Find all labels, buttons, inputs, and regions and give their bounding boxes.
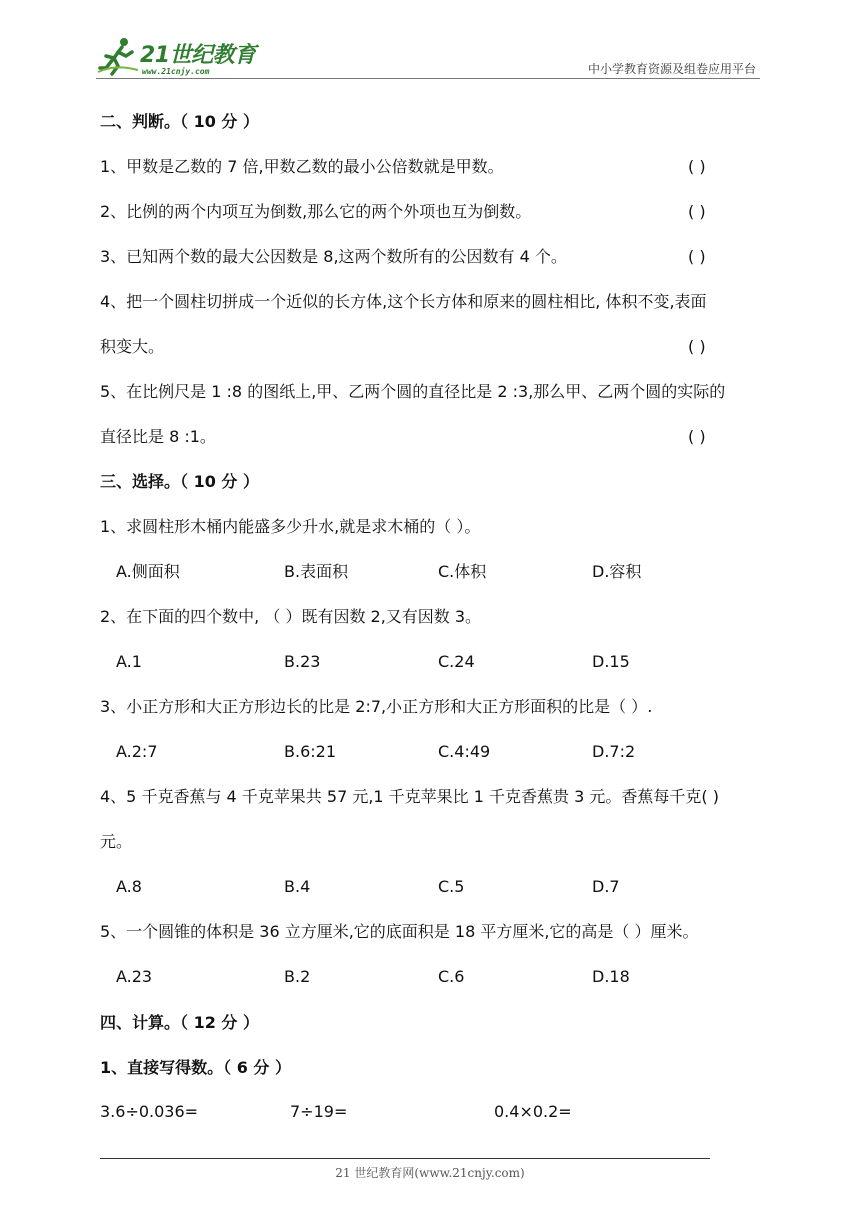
judge-item-4: 4、把一个圆柱切拼成一个近似的长方体,这个长方体和原来的圆柱相比, 体积不变,表面 [100, 292, 707, 311]
choice-question-4-cont: 元。 [100, 832, 133, 851]
logo-url: www.21cnjy.com [142, 67, 210, 76]
choice-option: C.5 [438, 877, 465, 896]
choice-option: D.7:2 [592, 742, 636, 761]
judge-item-4-cont: 积变大。 [100, 337, 165, 356]
choice-question-5: 5、一个圆锥的体积是 36 立方厘米,它的底面积是 18 平方厘米,它的高是（ ）厘米。 [100, 922, 699, 941]
choice-option: A.23 [116, 967, 153, 986]
answer-paren: ( ) [688, 202, 706, 221]
choice-option: A.侧面积 [116, 562, 180, 581]
logo-text: 21世纪教育 [140, 43, 256, 68]
footer-text: 21 世纪教育网(www.21cnjy.com) [335, 1166, 525, 1180]
choice-section-title: 三、选择。（ 10 分 ） [100, 472, 259, 491]
logo [96, 34, 266, 78]
choice-option: A.2:7 [116, 742, 158, 761]
choice-question-3: 3、小正方形和大正方形边长的比是 2:7,小正方形和大正方形面积的比是（ ）. [100, 697, 653, 716]
choice-option: B.表面积 [284, 562, 349, 581]
header-divider [96, 78, 760, 79]
calc-item: 3.6÷0.036= [100, 1102, 199, 1121]
judge-item-1: 1、甲数是乙数的 7 倍,甲数乙数的最小公倍数就是甲数。 [100, 157, 504, 176]
choice-option: A.1 [116, 652, 142, 671]
choice-question-4: 4、5 千克香蕉与 4 千克苹果共 57 元,1 千克苹果比 1 千克香蕉贵 3 元。香蕉每千克( ) [100, 787, 719, 806]
choice-option: D.15 [592, 652, 630, 671]
judge-section-title: 二、判断。（ 10 分 ） [100, 112, 259, 131]
choice-option: B.23 [284, 652, 321, 671]
choice-option: D.18 [592, 967, 630, 986]
judge-item-2: 2、比例的两个内项互为倒数,那么它的两个外项也互为倒数。 [100, 202, 532, 221]
choice-option: B.4 [284, 877, 311, 896]
choice-option: C.4:49 [438, 742, 491, 761]
calc-item: 7÷19= [290, 1102, 348, 1121]
choice-option: A.8 [116, 877, 142, 896]
header-platform-text: 中小学教育资源及组卷应用平台 [587, 62, 756, 76]
choice-option: D.容积 [592, 562, 642, 581]
answer-paren: ( ) [688, 427, 706, 446]
runner-logo-icon [96, 34, 140, 78]
footer-divider [100, 1158, 710, 1159]
choice-option: C.6 [438, 967, 465, 986]
choice-question-2: 2、在下面的四个数中, （ ）既有因数 2,又有因数 3。 [100, 607, 482, 626]
judge-item-5: 5、在比例尺是 1 :8 的图纸上,甲、乙两个圆的直径比是 2 :3,那么甲、乙两个圆的实际的 [100, 382, 726, 401]
answer-paren: ( ) [688, 157, 706, 176]
calc-subsection-title: 1、直接写得数。（ 6 分 ） [100, 1058, 291, 1077]
answer-paren: ( ) [688, 337, 706, 356]
calc-section-title: 四、计算。（ 12 分 ） [100, 1013, 259, 1032]
choice-question-1: 1、求圆柱形木桶内能盛多少升水,就是求木桶的（ ）。 [100, 517, 481, 536]
choice-option: B.2 [284, 967, 311, 986]
calc-item: 0.4×0.2= [494, 1102, 572, 1121]
choice-option: B.6:21 [284, 742, 336, 761]
choice-option: C.24 [438, 652, 475, 671]
choice-option: C.体积 [438, 562, 487, 581]
page-header [96, 30, 760, 80]
choice-option: D.7 [592, 877, 620, 896]
answer-paren: ( ) [688, 247, 706, 266]
judge-item-3: 3、已知两个数的最大公因数是 8,这两个数所有的公因数有 4 个。 [100, 247, 567, 266]
judge-item-5-cont: 直径比是 8 :1。 [100, 427, 216, 446]
